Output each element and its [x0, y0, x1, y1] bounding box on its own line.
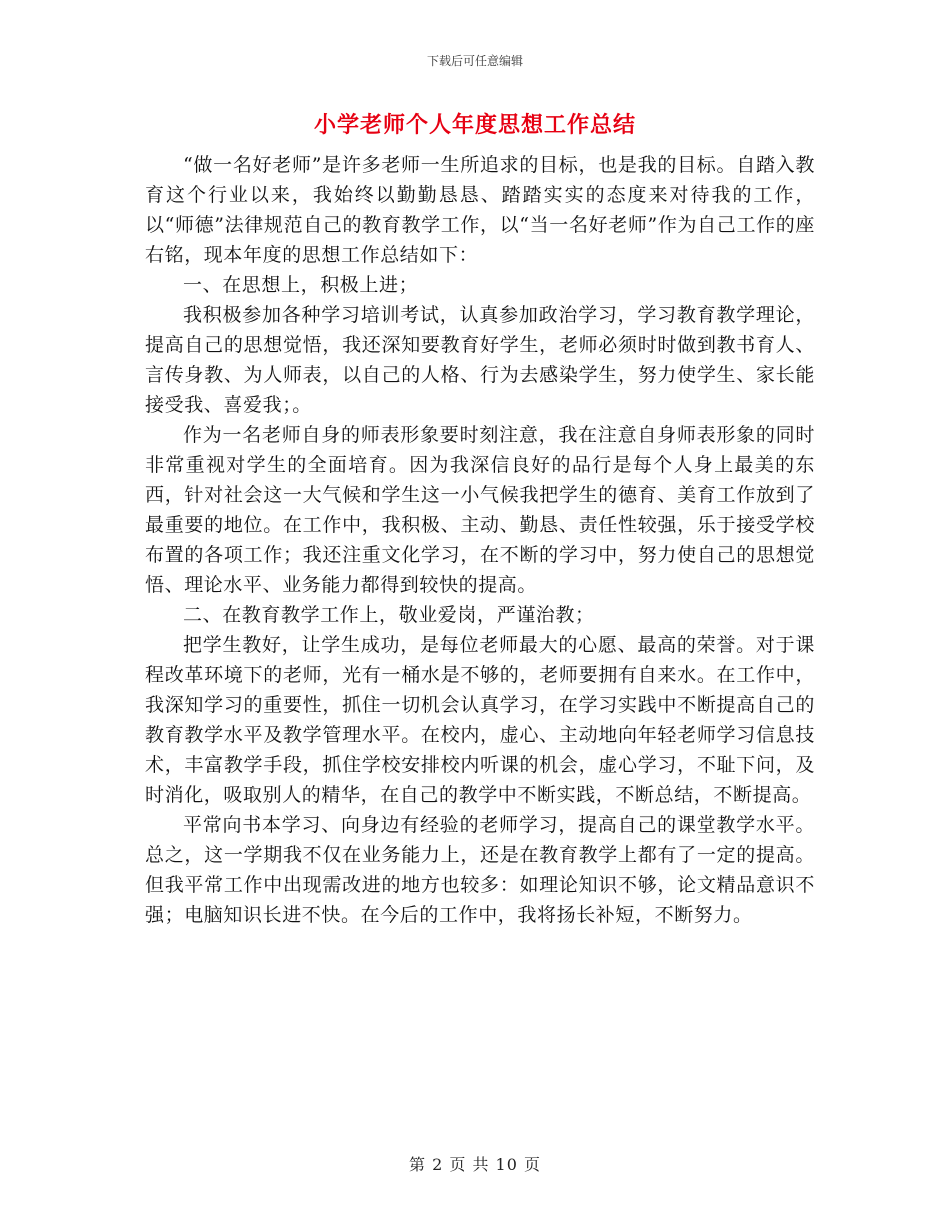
- section-heading-teaching: 二、在教育教学工作上，敬业爱岗，严谨治教；: [183, 604, 595, 626]
- section-heading-thought: 一、在思想上，积极上进；: [183, 274, 419, 296]
- document-title: 小学老师个人年度思想工作总结: [313, 113, 636, 138]
- paragraph-summary: 平常向书本学习、向身边有经验的老师学习，提高自己的课堂教学水平。总之，这一学期我不仅在业务能力上，还是在教育教学上都有了一定的提高。但我平常工作中出现需改进的地方也较多：如理论知识不够，论文精品意识不强；电脑知识长进不快。在今后的工作中，我将扬长补短，不断努力。: [145, 814, 815, 926]
- paragraph-teaching: 把学生教好，让学生成功，是每位老师最大的心愿、最高的荣誉。对于课程改革环境下的老师，光有一桶水是不够的，老师要拥有自来水。在工作中，我深知学习的重要性，抓住一切机会认真学习，在学习实践中不断提高自己的教育教学水平及教学管理水平。在校内，虚心、主动地向年轻老师学习信息技术，丰富教学手段，抓住学校安排校内听课的机会，虚心学习，不耻下问，及时消化，吸取别人的精华，在自己的教学中不断实践，不断总结，不断提高。: [145, 634, 815, 806]
- page-number: 第 2 页 共 10 页: [409, 1155, 541, 1174]
- paragraph-image: 作为一名老师自身的师表形象要时刻注意，我在注意自身师表形象的同时非常重视对学生的全面培育。因为我深信良好的品行是每个人身上最美的东西，针对社会这一大气候和学生这一小气候我把学生的德育、美育工作放到了最重要的地位。在工作中，我积极、主动、勤恳、责任性较强，乐于接受学校布置的各项工作；我还注重文化学习，在不断的学习中，努力使自己的思想觉悟、理论水平、业务能力都得到较快的提高。: [145, 424, 815, 596]
- document-body: [145, 150, 815, 930]
- page-header-note: 下载后可任意编辑: [426, 54, 523, 68]
- paragraph-study: 我积极参加各种学习培训考试，认真参加政治学习，学习教育教学理论，提高自己的思想觉悟，我还深知要教育好学生，老师必须时时做到教书育人、言传身教、为人师表，以自己的人格、行为去感染学生，努力使学生、家长能接受我、喜爱我；。: [145, 304, 815, 416]
- paragraph-intro: “做一名好老师”是许多老师一生所追求的目标，也是我的目标。自踏入教育这个行业以来，我始终以勤勤恳恳、踏踏实实的态度来对待我的工作，以“师德”法律规范自己的教育教学工作，以“当一名好老师”作为自己工作的座右铭，现本年度的思想工作总结如下：: [145, 154, 815, 266]
